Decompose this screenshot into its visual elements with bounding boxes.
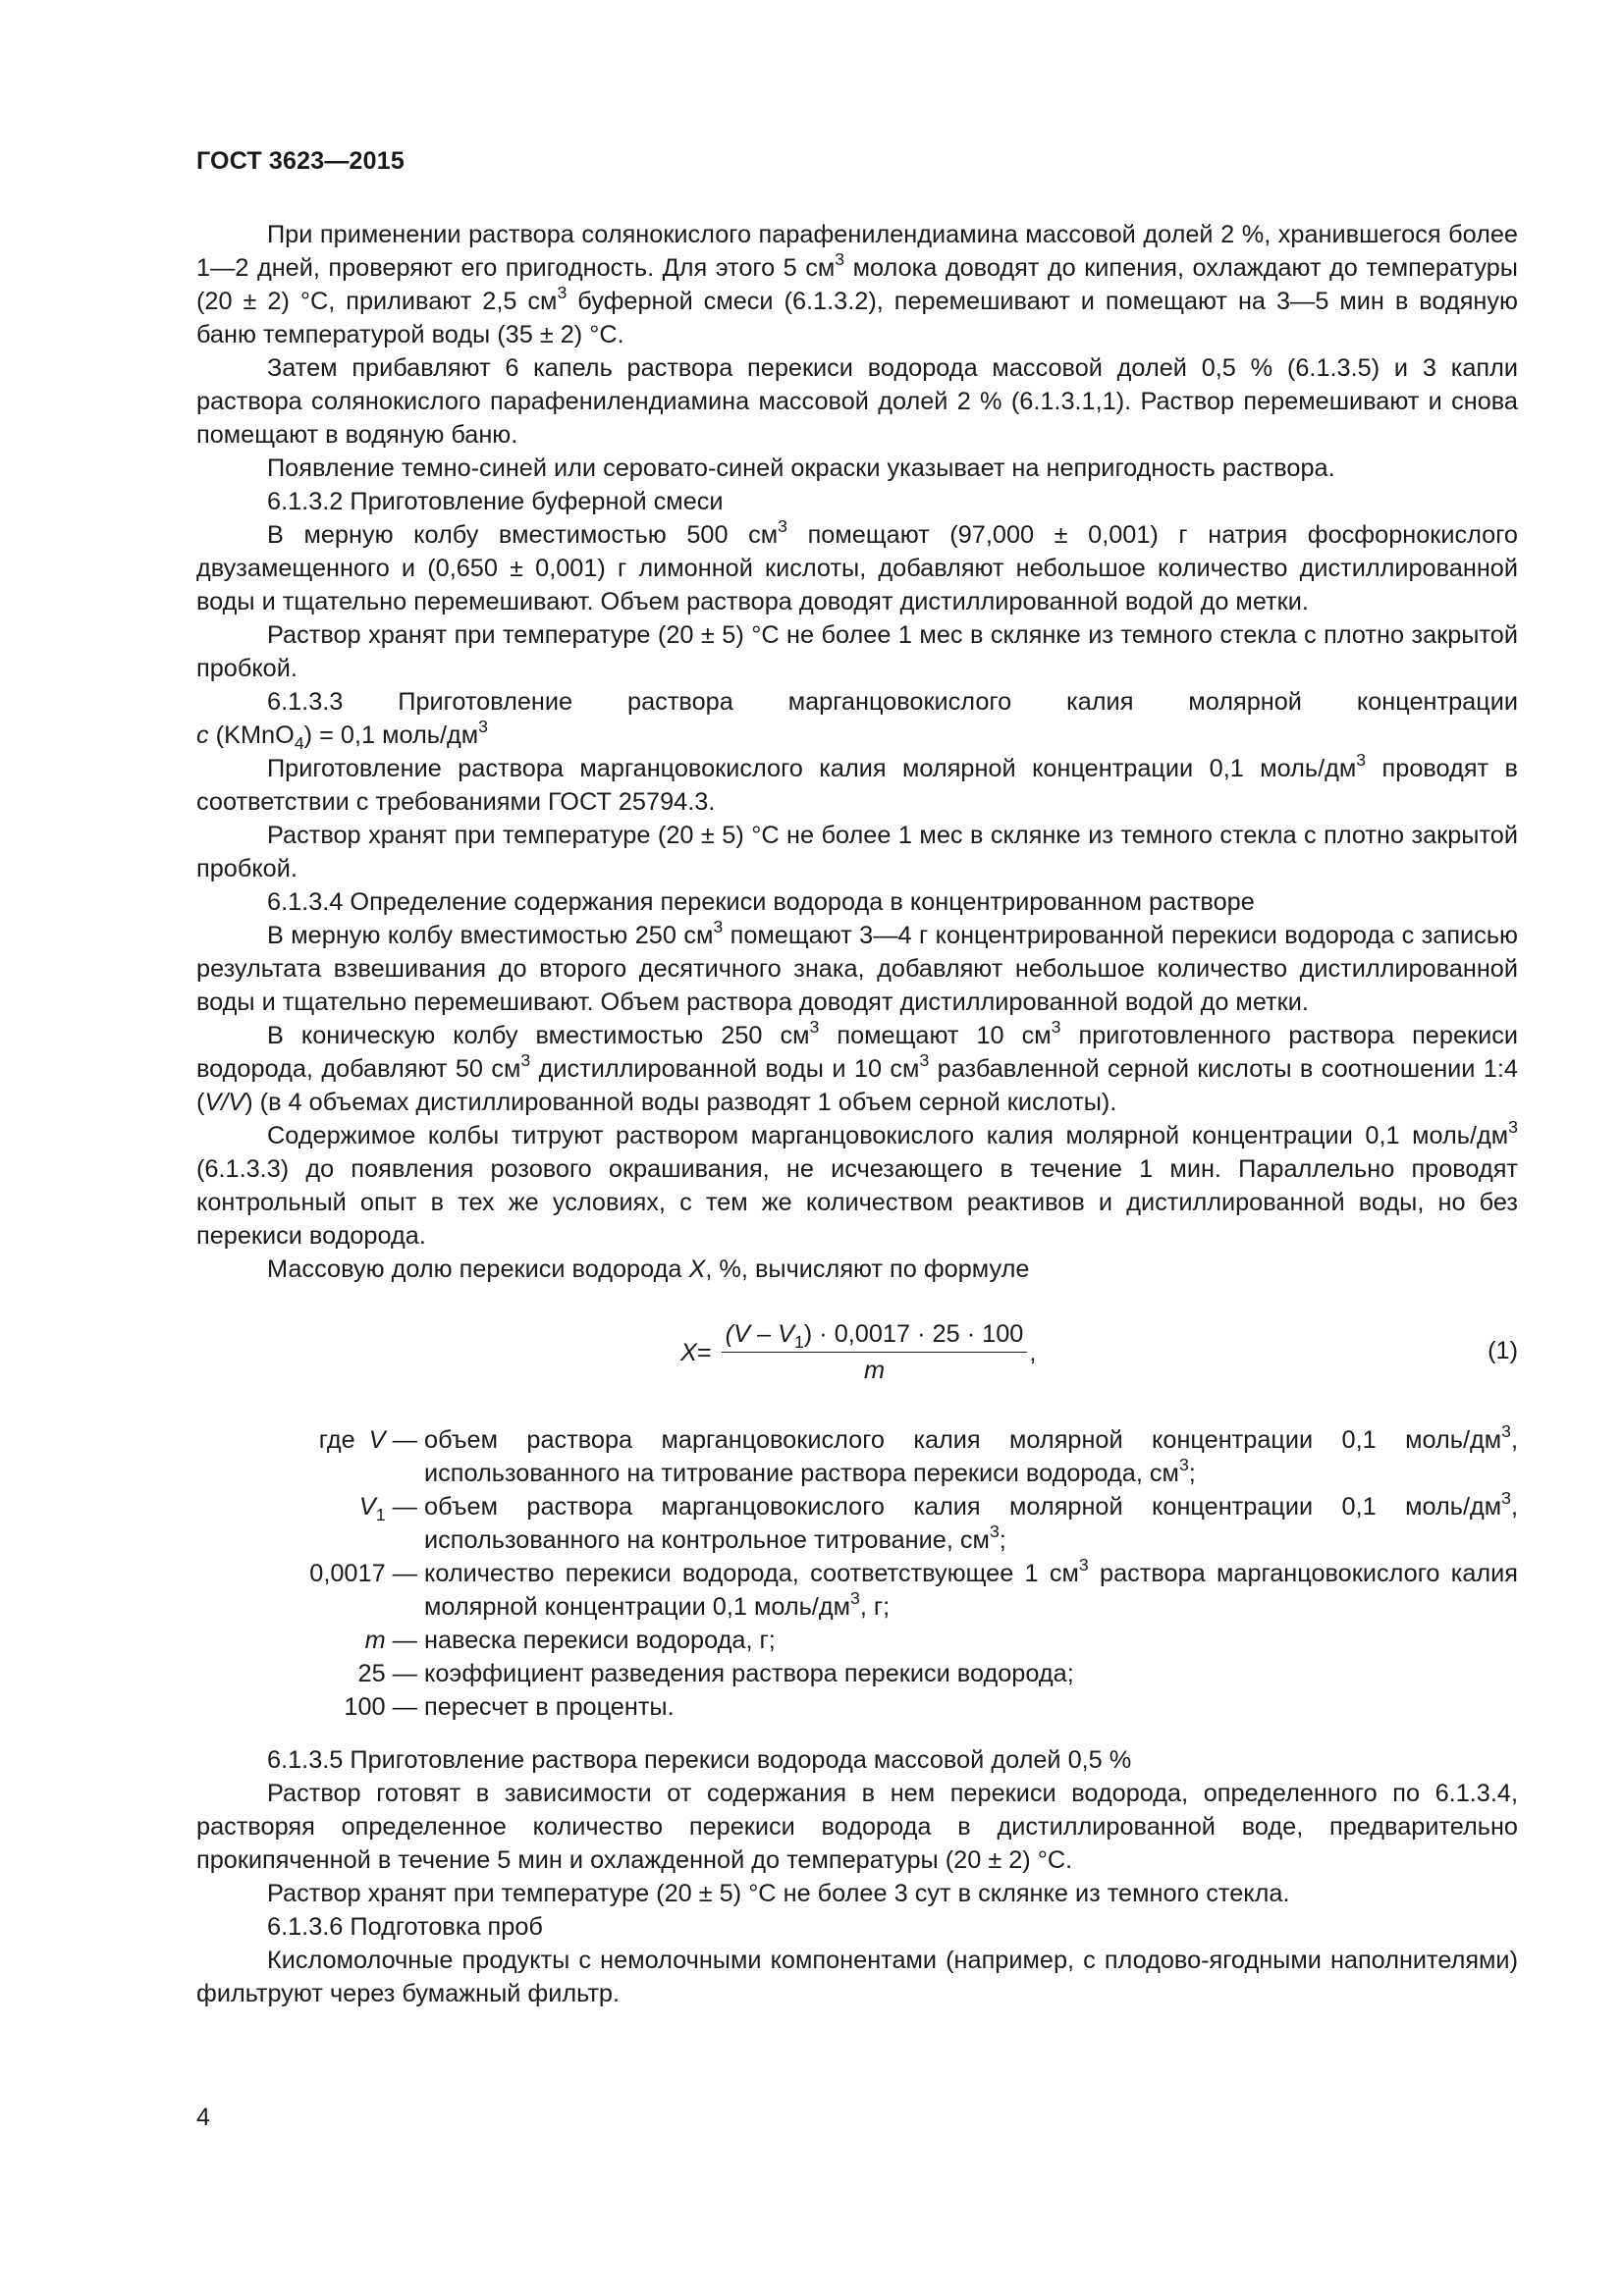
- formula-number: (1): [1488, 1337, 1518, 1364]
- legend-row: [196, 1624, 1518, 1657]
- legend-description: [424, 1657, 1518, 1690]
- superscript: 3: [1178, 1455, 1189, 1475]
- legend-dash: —: [385, 1693, 424, 1721]
- text: приготовленного раствора перекиси водорода, добавляют 50 см: [196, 1022, 1518, 1083]
- legend-dash: —: [385, 1493, 424, 1521]
- legend-description: [424, 1423, 1518, 1490]
- legend-dash: —: [385, 1627, 424, 1654]
- legend-description: [424, 1624, 1518, 1657]
- formula-numerator: [722, 1318, 1028, 1353]
- section-heading-6-1-3-3-formula: [196, 719, 1518, 752]
- section-heading-6-1-3-5: 6.1.3.5 Приготовление раствора перекиси водорода массовой долей 0,5 %: [267, 1746, 1132, 1774]
- formula-equals: =: [696, 1339, 712, 1366]
- paragraph: Кисломолочные продукты с немолочными компонентами (например, с плодово-ягодными наполнителями) фильтруют через бумажный фильтр.: [196, 1947, 1518, 2007]
- text: количество перекиси водорода, соответствующее 1 см: [424, 1560, 1079, 1587]
- legend-symbol: [196, 1624, 424, 1657]
- legend-dash: —: [385, 1660, 424, 1687]
- superscript: 3: [1051, 1017, 1061, 1038]
- text: Массовую долю перекиси водорода: [267, 1255, 689, 1283]
- legend-symbol: [196, 1490, 424, 1557]
- text: В мерную колбу вместимостью 250 см: [267, 922, 714, 949]
- superscript: 3: [713, 917, 724, 937]
- text: , %, вычисляют по формуле: [705, 1255, 1030, 1283]
- legend-row: [196, 1657, 1518, 1690]
- text: , использованного на контрольное титрование, см: [424, 1493, 1518, 1554]
- text: буферной смеси (6.1.3.2), перемешивают и помещают на 3—5 мин в водяную баню температурой воды (35 ± 2) °С.: [196, 288, 1518, 348]
- subscript: 4: [294, 733, 304, 754]
- text: помещают (97,000 ± 0,001) г натрия фосфорнокислого двузамещенного и (0,650 ± 0,001) г лимонной кислоты, добавляют небольшое количество дистиллированной воды и тщательно перемешивают. Объем раствора доводят дистиллированной водой до метки.: [196, 521, 1518, 615]
- text: раствора марганцовокислого калия молярной концентрации 0,1 моль/дм: [424, 1560, 1518, 1621]
- formula-denominator: m: [863, 1356, 886, 1384]
- text: ;: [1188, 1460, 1196, 1487]
- paragraph: Раствор хранят при температуре (20 ± 5) °С не более 1 мес в склянке из темного стекла с плотно закрытой пробкой.: [196, 621, 1518, 682]
- text: навеска перекиси водорода, г;: [424, 1627, 776, 1654]
- text: разбавленной серной кислоты в соотношении 1:4 (: [196, 1055, 1518, 1116]
- superscript: 3: [919, 1050, 930, 1071]
- legend-symbol-text: V: [368, 1426, 386, 1454]
- legend-where-word: где: [318, 1426, 369, 1454]
- text: , использованного на титрование раствора перекиси водорода, см: [424, 1426, 1518, 1487]
- page-number: 4: [196, 2104, 210, 2131]
- superscript: 3: [1078, 1555, 1089, 1575]
- paragraph: Затем прибавляют 6 капель раствора перекиси водорода массовой долей 0,5 % (6.1.3.5) и 3 капли раствора солянокислого парафенилендиамина массовой долей 2 % (6.1.3.1,1). Раствор перемешивают и снова помещают в водяную баню.: [196, 354, 1518, 449]
- legend-symbol-text: 25: [357, 1660, 386, 1687]
- legend-description: [424, 1490, 1518, 1557]
- formula-lhs: X: [680, 1339, 697, 1366]
- text: ) (в 4 объемах дистиллированной воды разводят 1 объем серной кислоты).: [244, 1089, 1117, 1116]
- superscript: 3: [850, 1588, 860, 1609]
- paragraph: [196, 1019, 1518, 1119]
- paragraph: [196, 518, 1518, 618]
- legend-symbol-text: 0,0017: [309, 1560, 386, 1587]
- text: Приготовление раствора марганцовокислого калия молярной концентрации 0,1 моль/дм: [267, 755, 1357, 782]
- text: молока доводят до кипения, охлаждают до температуры (20 ± 2) °С, приливают 2,5 см: [196, 254, 1518, 315]
- paragraph: Появление темно-синей или серовато-синей окраски указывает на непригодность раствора.: [267, 454, 1335, 482]
- text: Содержимое колбы титруют раствором марганцовокислого калия молярной концентрации 0,1 моль/дм: [267, 1122, 1509, 1149]
- section-heading-6-1-3-4: 6.1.3.4 Определение содержания перекиси водорода в концентрированном растворе: [267, 888, 1255, 916]
- legend-dash: —: [385, 1426, 424, 1454]
- text: объем раствора марганцовокислого калия молярной концентрации 0,1 моль/дм: [424, 1426, 1502, 1454]
- text: проводят в соответствии с требованиями ГОСТ 25794.3.: [196, 755, 1518, 816]
- text: ;: [999, 1526, 1006, 1554]
- paragraph: [196, 752, 1518, 819]
- legend-row: [196, 1690, 1518, 1724]
- text: пересчет в проценты.: [424, 1693, 675, 1721]
- text: В коническую колбу вместимостью 250 см: [267, 1022, 810, 1049]
- legend-symbol-text: V: [358, 1493, 376, 1521]
- text: помещают 3—4 г концентрированной перекиси водорода с записью результата взвешивания до второго десятичного знака, добавляют небольшое количество дистиллированной воды и тщательно перемешивают. Объем раствора доводят дистиллированной водой до метки.: [196, 922, 1518, 1016]
- superscript: 3: [989, 1522, 1000, 1542]
- legend-dash: —: [385, 1560, 424, 1587]
- document-body: [196, 218, 1518, 2010]
- paragraph: Раствор хранят при температуре (20 ± 5) °С не более 3 сут в склянке из темного стекла.: [267, 1880, 1290, 1907]
- text: коэффициент разведения раствора перекиси водорода;: [424, 1660, 1074, 1687]
- text: (V – V: [725, 1319, 794, 1348]
- legend-symbol-text: m: [364, 1627, 386, 1654]
- text: ) · 0,0017 · 25 · 100: [803, 1319, 1024, 1348]
- text: c: [196, 721, 209, 749]
- formula-comma: ,: [1029, 1339, 1037, 1366]
- paragraph: [196, 1119, 1518, 1253]
- legend-symbol-text: 100: [344, 1693, 386, 1721]
- paragraph: [196, 1253, 1518, 1286]
- text: (KMnO: [208, 721, 295, 749]
- superscript: 3: [557, 283, 568, 303]
- spacer: [196, 1724, 1518, 1743]
- paragraph: Раствор готовят в зависимости от содержания в нем перекиси водорода, определенного по 6.1.3.4, растворяя определенное количество перекиси водорода в дистиллированной воде, предварительно прокипяченной в течение 5 мин и охлажденной до температуры (20 ± 2) °С.: [196, 1780, 1518, 1874]
- text: помещают 10 см: [819, 1022, 1052, 1049]
- text: , г;: [859, 1593, 891, 1621]
- superscript: 3: [1356, 750, 1367, 771]
- formula-1: [196, 1308, 1518, 1398]
- paragraph: [196, 218, 1518, 351]
- text: объем раствора марганцовокислого калия молярной концентрации 0,1 моль/дм: [424, 1493, 1502, 1521]
- text: При применении раствора солянокислого парафенилендиамина массовой долей 2 %, хранившегося более 1—2 дней, проверяют его пригодность. Для этого 5 см: [196, 221, 1518, 282]
- subscript: 1: [793, 1331, 804, 1352]
- formula-legend: [196, 1423, 1518, 1724]
- superscript: 3: [809, 1017, 820, 1038]
- text: V/V: [204, 1089, 245, 1116]
- superscript: 3: [1508, 1117, 1518, 1138]
- legend-row: [196, 1557, 1518, 1624]
- section-heading-6-1-3-2: 6.1.3.2 Приготовление буферной смеси: [267, 488, 724, 515]
- superscript: 3: [520, 1050, 531, 1071]
- document-header: ГОСТ 3623—2015: [196, 147, 405, 175]
- legend-symbol: [196, 1423, 424, 1490]
- paragraph: Раствор хранят при температуре (20 ± 5) °С не более 1 мес в склянке из темного стекла с плотно закрытой пробкой.: [196, 822, 1518, 882]
- formula-expression: [680, 1308, 1036, 1398]
- section-heading-6-1-3-6: 6.1.3.6 Подготовка проб: [267, 1913, 543, 1941]
- legend-description: [424, 1557, 1518, 1624]
- section-heading-6-1-3-3: 6.1.3.3 Приготовление раствора марганцовокислого калия молярной концентрации: [267, 688, 1518, 716]
- text: X: [688, 1255, 706, 1283]
- legend-symbol: [196, 1657, 424, 1690]
- legend-row: [196, 1490, 1518, 1557]
- text: В мерную колбу вместимостью 500 см: [267, 521, 779, 549]
- legend-symbol: [196, 1557, 424, 1624]
- legend-description: [424, 1690, 1518, 1724]
- superscript: 3: [478, 717, 488, 737]
- paragraph: [196, 919, 1518, 1019]
- text: ) = 0,1 моль/дм: [303, 721, 479, 749]
- superscript: 3: [835, 249, 845, 270]
- superscript: 3: [1501, 1488, 1511, 1509]
- legend-row: [196, 1423, 1518, 1490]
- superscript: 3: [778, 516, 788, 537]
- formula-fraction: [722, 1318, 1028, 1388]
- subscript: 1: [375, 1505, 386, 1525]
- text: дистиллированной воды и 10 см: [530, 1055, 920, 1083]
- superscript: 3: [1501, 1421, 1511, 1442]
- legend-symbol: [196, 1690, 424, 1724]
- text: (6.1.3.3) до появления розового окрашивания, не исчезающего в течение 1 мин. Параллельно проводят контрольный опыт в тех же условиях, с тем же количеством реактивов и дистиллированной воды, но без перекиси водорода.: [196, 1155, 1518, 1250]
